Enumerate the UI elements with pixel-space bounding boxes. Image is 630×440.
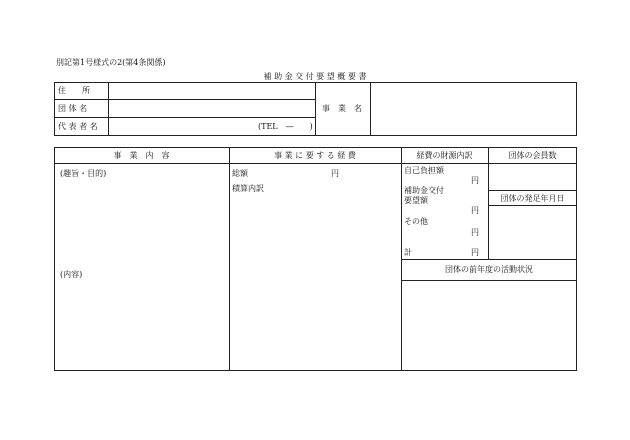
breakdown-bottom-line	[401, 259, 577, 260]
address-label: 住 所	[58, 86, 90, 95]
breakdown-total-yen: 円	[471, 248, 479, 257]
address-field[interactable]	[110, 84, 313, 98]
representative-field[interactable]	[110, 119, 250, 133]
subsidy-label-1: 補助金交付	[404, 186, 444, 195]
other-yen: 円	[471, 228, 479, 237]
subsidy-label-2: 要望額	[404, 196, 428, 205]
founded-bottom-line	[488, 205, 577, 206]
self-pay-label: 自己負担額	[404, 166, 444, 175]
header-note: 別記第1号様式の2(第4条関係)	[56, 58, 166, 67]
project-name-field[interactable]	[372, 84, 575, 134]
subsidy-yen: 円	[471, 206, 479, 215]
top-table-row-line-1	[54, 99, 315, 100]
header-project-content: 事 業 内 容	[113, 151, 170, 160]
group-name-label: 団 体 名	[58, 104, 88, 113]
total-cost-yen: 円	[331, 169, 339, 178]
header-project-cost: 事 業 に 要 す る 経 費	[274, 151, 356, 160]
total-cost-field[interactable]	[250, 166, 328, 178]
representative-label: 代 表 者 名	[58, 122, 98, 131]
top-table-project-divider	[315, 82, 316, 136]
founded-date-label: 団体の発足年月日	[500, 194, 565, 203]
project-name-label: 事 業 名	[322, 104, 362, 113]
top-table-label-divider	[108, 82, 109, 136]
self-pay-yen: 円	[471, 176, 479, 185]
member-count-field[interactable]	[490, 165, 575, 188]
top-table-row-line-2	[54, 117, 315, 118]
main-table-header-line	[54, 163, 577, 164]
details-label: (内容)	[60, 270, 83, 279]
group-name-field[interactable]	[110, 101, 313, 115]
activity-header-line	[401, 280, 577, 281]
total-cost-label: 総額	[232, 169, 248, 178]
tel-label: (TEL ― )	[258, 122, 313, 131]
header-member-count: 団体の会員数	[508, 151, 557, 160]
details-field[interactable]	[58, 282, 226, 368]
header-funding-breakdown: 経費の財源内訳	[416, 151, 473, 160]
other-label: その他	[404, 217, 428, 226]
purpose-field[interactable]	[58, 180, 226, 265]
founded-date-field[interactable]	[490, 207, 575, 257]
members-bottom-line	[488, 190, 577, 191]
previous-year-activity-label: 団体の前年度の活動状況	[445, 265, 533, 274]
estimate-field[interactable]	[232, 196, 398, 368]
previous-year-activity-field[interactable]	[403, 282, 575, 369]
breakdown-total-label: 計	[404, 248, 412, 257]
main-table-divider-1	[229, 147, 230, 371]
estimate-label: 積算内訳	[232, 184, 264, 193]
form-title: 補 助 金 交 付 要 望 概 要 書	[263, 72, 367, 81]
purpose-label: (趣旨・目的)	[60, 169, 107, 178]
top-table-project-value-divider	[370, 82, 371, 136]
